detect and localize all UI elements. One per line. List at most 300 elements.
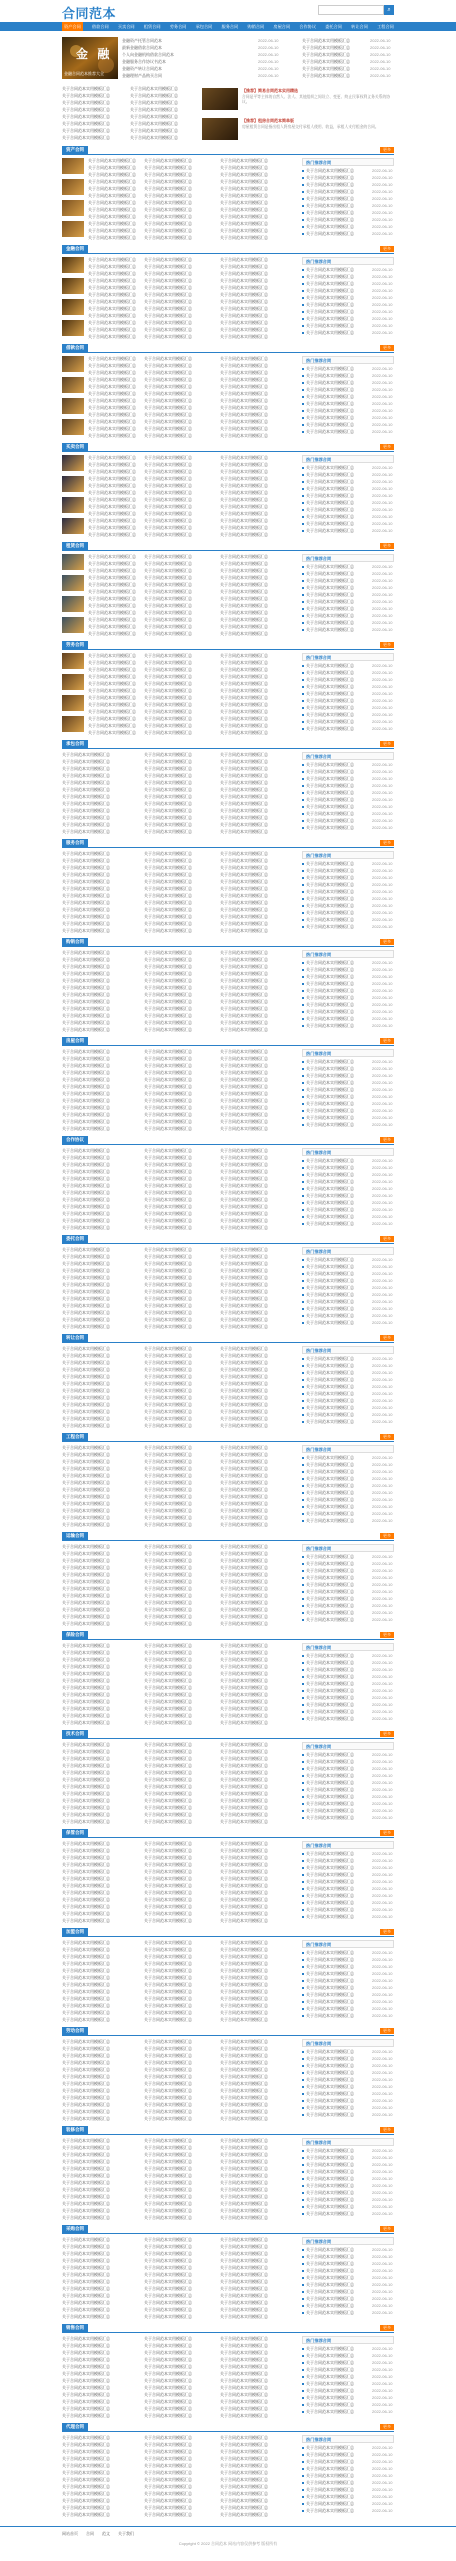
side-item[interactable]: 关于合同范本实用模板汇总 [302,2006,362,2012]
list-item[interactable]: 关于合同范本实用模板汇总 [220,1275,268,1280]
side-item[interactable]: 关于合同范本实用模板汇总 [302,1674,362,1680]
list-item[interactable]: 关于合同范本实用模板汇总 [88,214,136,219]
list-item[interactable]: 关于合同范本实用模板汇总 [144,2456,192,2461]
list-item[interactable]: 关于合同范本实用模板汇总 [62,2498,110,2503]
side-item[interactable]: 关于合同范本实用模板汇总 [302,1115,362,1121]
list-item[interactable]: 关于合同范本实用模板汇总 [62,1247,110,1252]
list-item[interactable]: 关于合同范本实用模板汇总 [144,1784,192,1789]
list-item[interactable]: 关于合同范本实用模板汇总 [88,228,136,233]
side-item[interactable]: 关于合同范本实用模板汇总 [302,1787,362,1793]
list-item[interactable]: 关于合同范本实用模板汇总 [220,2067,268,2072]
list-item[interactable]: 关于合同范本实用模板汇总 [130,100,178,105]
list-item[interactable]: 关于合同范本实用模板汇总 [88,624,136,629]
list-item[interactable]: 关于合同范本实用模板汇总 [220,1204,268,1209]
article-thumb[interactable] [62,356,84,372]
list-item[interactable]: 关于合同范本实用模板汇总 [62,971,110,976]
list-item[interactable]: 关于合同范本实用模板汇总 [62,801,110,806]
list-item[interactable]: 关于合同范本实用模板汇总 [62,2017,110,2022]
list-item[interactable]: 关于合同范本实用模板汇总 [62,1303,110,1308]
list-item[interactable]: 关于合同范本实用模板汇总 [220,1940,268,1945]
list-item[interactable]: 关于合同范本实用模板汇总 [144,865,192,870]
list-item[interactable]: 关于合同范本实用模板汇总 [144,2095,192,2100]
list-item[interactable]: 关于合同范本实用模板汇总 [88,207,136,212]
list-item[interactable]: 关于合同范本实用模板汇总 [220,2244,268,2249]
list-item[interactable]: 关于合同范本实用模板汇总 [144,313,192,318]
more-button[interactable]: 更多 [380,246,394,252]
list-item[interactable]: 关于合同范本实用模板汇总 [62,2293,110,2298]
list-item[interactable]: 关于合同范本实用模板汇总 [220,1720,268,1725]
list-item[interactable]: 关于合同范本实用模板汇总 [88,264,136,269]
list-item[interactable]: 关于合同范本实用模板汇总 [88,525,136,530]
list-item[interactable]: 关于合同范本实用模板汇总 [62,1487,110,1492]
list-item[interactable]: 关于合同范本实用模板汇总 [220,1169,268,1174]
side-item[interactable]: 关于合同范本实用模板汇总 [302,528,362,534]
list-item[interactable]: 关于合同范本实用模板汇总 [220,2215,268,2220]
list-item[interactable]: 关于合同范本实用模板汇总 [144,2116,192,2121]
list-item[interactable]: 关于合同范本实用模板汇总 [144,278,192,283]
side-item[interactable]: 关于合同范本实用模板汇总 [302,323,362,329]
list-item[interactable]: 关于合同范本实用模板汇总 [144,1848,192,1853]
list-item[interactable]: 关于合同范本实用模板汇总 [220,511,268,516]
list-item[interactable]: 关于合同范本实用模板汇总 [144,2166,192,2171]
list-item[interactable]: 关于合同范本实用模板汇总 [220,999,268,1004]
list-item[interactable]: 关于合同范本实用模板汇总 [62,2173,110,2178]
list-item[interactable]: 关于合同范本实用模板汇总 [144,1367,192,1372]
list-item[interactable]: 关于合同范本实用模板汇总 [144,1324,192,1329]
list-item[interactable]: 关于合同范本实用模板汇总 [144,1473,192,1478]
nav-item[interactable]: 服务合同 [221,24,239,29]
list-item[interactable]: 关于合同范本实用模板汇总 [144,631,192,636]
list-item[interactable]: 关于合同范本实用模板汇总 [62,759,110,764]
list-item[interactable]: 关于合同范本实用模板汇总 [220,2074,268,2079]
list-item[interactable]: 关于合同范本实用模板汇总 [62,1261,110,1266]
list-item[interactable]: 关于合同范本实用模板汇总 [220,1176,268,1181]
side-item[interactable]: 关于合同范本实用模板汇总 [302,776,362,782]
list-item[interactable]: 关于合同范本实用模板汇总 [62,2456,110,2461]
list-item[interactable]: 关于合同范本实用模板汇总 [220,469,268,474]
list-item[interactable]: 关于合同范本实用模板汇总 [144,1869,192,1874]
more-button[interactable]: 更多 [380,147,394,153]
list-item[interactable]: 关于合同范本实用模板汇总 [220,1607,268,1612]
list-item[interactable]: 关于合同范本实用模板汇总 [62,1791,110,1796]
side-item[interactable]: 关于合同范本实用模板汇总 [302,1158,362,1164]
list-item[interactable]: 关于合同范本实用模板汇总 [62,1692,110,1697]
section-tab[interactable]: 承包合同 [62,740,88,748]
list-item[interactable]: 关于合同范本实用模板汇总 [62,1643,110,1648]
list-item[interactable]: 关于合同范本实用模板汇总 [144,2307,192,2312]
list-item[interactable]: 关于合同范本实用模板汇总 [62,815,110,820]
list-item[interactable]: 关于合同范本实用模板汇总 [220,851,268,856]
side-item[interactable]: 关于合同范本实用模板汇总 [302,825,362,831]
side-item[interactable]: 关于合同范本实用模板汇总 [302,429,362,435]
list-item[interactable]: 关于合同范本实用模板汇总 [144,1763,192,1768]
side-item[interactable]: 关于合同范本实用模板汇总 [302,2282,362,2288]
list-item[interactable]: 关于合同范本实用模板汇总 [220,1501,268,1506]
side-item[interactable]: 关于合同范本实用模板汇总 [302,1971,362,1977]
side-item[interactable]: 关于合同范本实用模板汇总 [302,627,362,633]
list-item[interactable]: 关于合同范本实用模板汇总 [144,624,192,629]
list-item[interactable]: 关于合同范本实用模板汇总 [144,589,192,594]
list-item[interactable]: 关于合同范本实用模板汇总 [144,2081,192,2086]
side-item[interactable]: 关于合同范本实用模板汇总 [302,1794,362,1800]
list-item[interactable]: 关于合同范本实用模板汇总 [144,2053,192,2058]
list-item[interactable]: 关于合同范本实用模板汇总 [220,532,268,537]
list-item[interactable]: 关于合同范本实用模板汇总 [144,1756,192,1761]
side-item[interactable]: 关于合同范本实用模板汇总 [302,486,362,492]
list-item[interactable]: 关于合同范本实用模板汇总 [88,532,136,537]
section-tab[interactable]: 购销合同 [62,938,88,946]
list-item[interactable]: 关于合同范本实用模板汇总 [144,2498,192,2503]
footer-link[interactable]: 关于我们 [118,2531,134,2536]
list-item[interactable]: 关于合同范本实用模板汇总 [88,292,136,297]
list-item[interactable]: 关于合同范本实用模板汇总 [220,1770,268,1775]
list-item[interactable]: 关于合同范本实用模板汇总 [144,433,192,438]
side-item[interactable]: 关于合同范本实用模板汇总 [302,521,362,527]
list-item[interactable]: 关于合同范本实用模板汇总 [62,879,110,884]
more-button[interactable]: 更多 [380,1929,394,1935]
list-item[interactable]: 关于合同范本实用模板汇总 [144,1579,192,1584]
side-item[interactable]: 关于合同范本实用模板汇总 [302,2296,362,2302]
list-item[interactable]: 关于合同范本实用模板汇总 [144,1961,192,1966]
list-item[interactable]: 关于合同范本实用模板汇总 [144,1254,192,1259]
list-item[interactable]: 关于合同范本实用模板汇总 [62,1968,110,1973]
list-item[interactable]: 关于合同范本实用模板汇总 [62,1211,110,1216]
list-item[interactable]: 关于合同范本实用模板汇总 [220,2138,268,2143]
list-item[interactable]: 关于合同范本实用模板汇总 [220,2053,268,2058]
side-item[interactable]: 关于合同范本实用模板汇总 [302,267,362,273]
side-item[interactable]: 关于合同范本实用模板汇总 [302,1257,362,1263]
list-item[interactable]: 关于合同范本实用模板汇总 [62,86,110,91]
list-item[interactable]: 关于合同范本实用模板汇总 [144,1586,192,1591]
list-item[interactable]: 关于合同范本实用模板汇总 [88,511,136,516]
list-item[interactable]: 关于合同范本实用模板汇总 [62,1162,110,1167]
list-item[interactable]: 关于合同范本实用模板汇总 [62,886,110,891]
list-item[interactable]: 关于合同范本实用模板汇总 [220,2180,268,2185]
list-item[interactable]: 关于合同范本实用模板汇总 [220,1459,268,1464]
list-item[interactable]: 关于合同范本实用模板汇总 [220,299,268,304]
side-item[interactable]: 关于合同范本实用模板汇总 [302,684,362,690]
section-tab[interactable]: 借款合同 [62,344,88,352]
side-item[interactable]: 关于合同范本实用模板汇总 [302,698,362,704]
list-item[interactable]: 关于合同范本实用模板汇总 [144,1402,192,1407]
list-item[interactable]: 关于合同范本实用模板汇总 [220,1402,268,1407]
list-item[interactable]: 关于合同范本实用模板汇总 [88,695,136,700]
list-item[interactable]: 关于合同范本实用模板汇总 [144,2102,192,2107]
list-item[interactable]: 关于合同范本实用模板汇总 [88,561,136,566]
list-item[interactable]: 关于合同范本实用模板汇总 [62,1862,110,1867]
side-item[interactable]: 关于合同范本实用模板汇总 [302,274,362,280]
list-item[interactable]: 关于合同范本实用模板汇总 [62,1254,110,1259]
list-item[interactable]: 关于合同范本实用模板汇总 [220,2449,268,2454]
side-item[interactable]: 关于合同范本实用模板汇总 [302,1377,362,1383]
list-item[interactable]: 关于合同范本实用模板汇总 [220,1261,268,1266]
list-item[interactable]: 关于合同范本实用模板汇总 [144,257,192,262]
list-item[interactable]: 关于合同范本实用模板汇总 [220,1869,268,1874]
list-item[interactable]: 关于合同范本实用模板汇总 [220,1918,268,1923]
side-item[interactable]: 关于合同范本实用模板汇总 [302,1306,362,1312]
list-item[interactable]: 关于合同范本实用模板汇总 [144,1126,192,1131]
list-item[interactable]: 关于合同范本实用模板汇总 [220,1876,268,1881]
list-item[interactable]: 关于合同范本实用模板汇总 [62,999,110,1004]
list-item[interactable]: 关于合同范本实用模板汇总 [62,1466,110,1471]
list-item[interactable]: 关于合同范本实用模板汇总 [144,1855,192,1860]
side-item[interactable]: 关于合同范本实用模板汇总 [302,1320,362,1326]
more-button[interactable]: 更多 [380,642,394,648]
list-item[interactable]: 关于合同范本实用模板汇总 [220,2498,268,2503]
list-item[interactable]: 关于合同范本实用模板汇总 [220,2194,268,2199]
list-item[interactable]: 关于合同范本实用模板汇总 [220,433,268,438]
side-item[interactable]: 关于合同范本实用模板汇总 [302,1497,362,1503]
list-item[interactable]: 关于合同范本实用模板汇总 [220,815,268,820]
list-item[interactable]: 关于合同范本实用模板汇总 [144,214,192,219]
side-item[interactable]: 关于合同范本实用模板汇总 [302,1568,362,1574]
list-item[interactable]: 关于合同范本实用模板汇总 [144,1353,192,1358]
list-item[interactable]: 关于合同范本实用模板汇总 [62,1006,110,1011]
side-item[interactable]: 关于合同范本实用模板汇总 [302,875,362,881]
list-item[interactable]: 关于合同范本实用模板汇总 [62,1784,110,1789]
list-item[interactable]: 关于合同范本实用模板汇总 [62,2187,110,2192]
side-item[interactable]: 关于合同范本实用模板汇总 [302,995,362,1001]
list-item[interactable]: 关于合同范本实用模板汇总 [144,1749,192,1754]
side-item[interactable]: 关于合同范本实用模板汇总 [302,422,362,428]
side-item[interactable]: 关于合同范本实用模板汇总 [302,1858,362,1864]
list-item[interactable]: 关于合同范本实用模板汇总 [220,1416,268,1421]
list-item[interactable]: 关于合同范本实用模板汇总 [220,257,268,262]
side-item[interactable]: 关于合同范本实用模板汇总 [302,2494,362,2500]
side-item[interactable]: 关于合同范本实用模板汇总 [302,988,362,994]
side-item[interactable]: 关于合同范本实用模板汇总 [302,585,362,591]
list-item[interactable]: 关于合同范本实用模板汇总 [62,2477,110,2482]
list-item[interactable]: 关于合同范本实用模板汇总 [62,2095,110,2100]
list-item[interactable]: 关于合同范本实用模板汇总 [88,299,136,304]
top-list-item[interactable]: 金融资产托管合同范本 [122,38,162,43]
list-item[interactable]: 关于合同范本实用模板汇总 [220,2399,268,2404]
side-item[interactable]: 关于合同范本实用模板汇总 [302,394,362,400]
list-item[interactable]: 关于合同范本实用模板汇总 [62,1621,110,1626]
list-item[interactable]: 关于合同范本实用模板汇总 [62,1353,110,1358]
list-item[interactable]: 关于合同范本实用模板汇总 [144,886,192,891]
side-item[interactable]: 关于合同范本实用模板汇总 [302,2254,362,2260]
list-item[interactable]: 关于合同范本实用模板汇总 [62,900,110,905]
section-tab[interactable]: 劳务合同 [62,641,88,649]
list-item[interactable]: 关于合同范本实用模板汇总 [62,2265,110,2270]
list-item[interactable]: 关于合同范本实用模板汇总 [144,1049,192,1054]
list-item[interactable]: 关于合同范本实用模板汇总 [144,1317,192,1322]
side-item[interactable]: 关于合同范本实用模板汇总 [302,1165,362,1171]
list-item[interactable]: 关于合同范本实用模板汇总 [144,794,192,799]
list-item[interactable]: 关于合同范本实用模板汇总 [144,1487,192,1492]
section-tab[interactable]: 装修合同 [62,2126,88,2134]
article-thumb[interactable] [62,653,84,669]
list-item[interactable]: 关于合同范本实用模板汇总 [144,1791,192,1796]
side-item[interactable]: 关于合同范本实用模板汇总 [302,1660,362,1666]
side-item[interactable]: 关于合同范本实用模板汇总 [302,1709,362,1715]
list-item[interactable]: 关于合同范本实用模板汇总 [62,1225,110,1230]
list-item[interactable]: 关于合同范本实用模板汇总 [220,1346,268,1351]
list-item[interactable]: 关于合同范本实用模板汇总 [62,1515,110,1520]
list-item[interactable]: 关于合同范本实用模板汇总 [62,808,110,813]
list-item[interactable]: 关于合同范本实用模板汇总 [144,773,192,778]
list-item[interactable]: 关于合同范本实用模板汇总 [62,1805,110,1810]
side-item[interactable]: 关于合同范本实用模板汇总 [302,507,362,513]
more-button[interactable]: 更多 [380,1533,394,1539]
list-item[interactable]: 关于合同范本实用模板汇总 [62,2413,110,2418]
list-item[interactable]: 关于合同范本实用模板汇总 [220,285,268,290]
list-item[interactable]: 关于合同范本实用模板汇总 [144,2484,192,2489]
list-item[interactable]: 关于合同范本实用模板汇总 [144,964,192,969]
side-item[interactable]: 关于合同范本实用模板汇总 [302,1059,362,1065]
list-item[interactable]: 关于合同范本实用模板汇总 [220,2406,268,2411]
list-item[interactable]: 关于合同范本实用模板汇总 [220,1968,268,1973]
list-item[interactable]: 关于合同范本实用模板汇总 [62,1077,110,1082]
list-item[interactable]: 关于合同范本实用模板汇总 [62,2385,110,2390]
article-thumb[interactable] [62,377,84,393]
side-item[interactable]: 关于合同范本实用模板汇总 [302,472,362,478]
side-item[interactable]: 关于合同范本实用模板汇总 [302,592,362,598]
list-item[interactable]: 关于合同范本实用模板汇总 [220,2116,268,2121]
side-item[interactable]: 关于合同范本实用模板汇总 [302,670,362,676]
list-item[interactable]: 关于合同范本实用模板汇总 [144,1169,192,1174]
list-item[interactable]: 关于合同范本实用模板汇总 [62,1013,110,1018]
more-button[interactable]: 更多 [380,1434,394,1440]
list-item[interactable]: 关于合同范本实用模板汇总 [144,1261,192,1266]
side-item[interactable]: 关于合同范本实用模板汇总 [302,1462,362,1468]
list-item[interactable]: 关于合同范本实用模板汇总 [220,391,268,396]
list-item[interactable]: 关于合同范本实用模板汇总 [62,2159,110,2164]
article-thumb[interactable] [62,419,84,435]
more-button[interactable]: 更多 [380,1137,394,1143]
list-item[interactable]: 关于合同范本实用模板汇总 [88,504,136,509]
list-item[interactable]: 关于合同范本实用模板汇总 [88,257,136,262]
list-item[interactable]: 关于合同范本实用模板汇总 [220,1798,268,1803]
list-item[interactable]: 关于合同范本实用模板汇总 [144,1798,192,1803]
side-item[interactable]: 关于合同范本实用模板汇总 [302,1851,362,1857]
list-item[interactable]: 关于合同范本实用模板汇总 [62,1501,110,1506]
list-item[interactable]: 关于合同范本实用模板汇总 [62,1445,110,1450]
list-item[interactable]: 关于合同范本实用模板汇总 [62,2399,110,2404]
list-item[interactable]: 关于合同范本实用模板汇总 [144,1112,192,1117]
list-item[interactable]: 关于合同范本实用模板汇总 [220,186,268,191]
side-item[interactable]: 关于合同范本实用模板汇总 [302,182,362,188]
list-item[interactable]: 关于合同范本实用模板汇总 [144,723,192,728]
list-item[interactable]: 关于合同范本实用模板汇总 [220,1890,268,1895]
list-item[interactable]: 关于合同范本实用模板汇总 [144,398,192,403]
list-item[interactable]: 关于合同范本实用模板汇总 [62,2053,110,2058]
list-item[interactable]: 关于合同范本实用模板汇总 [88,709,136,714]
list-item[interactable]: 关于合同范本实用模板汇总 [144,483,192,488]
side-item[interactable]: 关于合同范本实用模板汇总 [302,1419,362,1425]
list-item[interactable]: 关于合同范本实用模板汇总 [62,1975,110,1980]
list-item[interactable]: 关于合同范本实用模板汇总 [62,1940,110,1945]
list-item[interactable]: 关于合同范本实用模板汇总 [88,313,136,318]
list-item[interactable]: 关于合同范本实用模板汇总 [144,2413,192,2418]
list-item[interactable]: 关于合同范本实用模板汇总 [220,681,268,686]
list-item[interactable]: 关于合同范本实用模板汇总 [220,1713,268,1718]
side-item[interactable]: 关于合同范本实用模板汇总 [302,726,362,732]
list-item[interactable]: 关于合同范本实用模板汇总 [220,1593,268,1598]
list-item[interactable]: 关于合同范本实用模板汇总 [144,766,192,771]
list-item[interactable]: 关于合同范本实用模板汇总 [144,511,192,516]
list-item[interactable]: 关于合同范本实用模板汇总 [62,1020,110,1025]
hero-banner[interactable] [62,37,118,79]
list-item[interactable]: 关于合同范本实用模板汇总 [220,575,268,580]
side-item[interactable]: 关于合同范本实用模板汇总 [302,1511,362,1517]
list-item[interactable]: 关于合同范本实用模板汇总 [88,617,136,622]
list-item[interactable]: 关于合同范本实用模板汇总 [220,582,268,587]
list-item[interactable]: 关于合同范本实用模板汇总 [220,603,268,608]
side-item[interactable]: 关于合同范本实用模板汇总 [302,2084,362,2090]
list-item[interactable]: 关于合同范本实用模板汇总 [62,1890,110,1895]
list-item[interactable]: 关于合同范本实用模板汇总 [144,1013,192,1018]
side-item[interactable]: 关于合同范本实用模板汇总 [302,967,362,973]
list-item[interactable]: 关于合同范本实用模板汇总 [220,1303,268,1308]
list-item[interactable]: 关于合同范本实用模板汇总 [220,1296,268,1301]
list-item[interactable]: 关于合同范本实用模板汇总 [220,235,268,240]
list-item[interactable]: 关于合同范本实用模板汇总 [144,1423,192,1428]
top-list-item[interactable]: 金融资产转让合同范本 [122,66,162,71]
featured-title[interactable]: 【推荐】简易合同范本实用精选 [242,88,298,93]
list-item[interactable]: 关于合同范本实用模板汇总 [220,2265,268,2270]
list-item[interactable]: 关于合同范本实用模板汇总 [220,1360,268,1365]
side-item[interactable]: 关于合同范本实用模板汇总 [302,1356,362,1362]
section-tab[interactable]: 保管合同 [62,1829,88,1837]
nav-item[interactable]: 借款合同 [91,24,109,29]
list-item[interactable]: 关于合同范本实用模板汇总 [62,1148,110,1153]
list-item[interactable]: 关于合同范本实用模板汇总 [144,2449,192,2454]
list-item[interactable]: 关于合同范本实用模板汇总 [220,1006,268,1011]
side-item[interactable]: 关于合同范本实用模板汇总 [302,231,362,237]
list-item[interactable]: 关于合同范本实用模板汇总 [220,2003,268,2008]
section-tab[interactable]: 资产合同 [62,146,88,154]
list-item[interactable]: 关于合同范本实用模板汇总 [62,964,110,969]
list-item[interactable]: 关于合同范本实用模板汇总 [88,688,136,693]
list-item[interactable]: 关于合同范本实用模板汇总 [88,419,136,424]
list-item[interactable]: 关于合同范本实用模板汇总 [220,1544,268,1549]
article-thumb[interactable] [62,158,84,174]
list-item[interactable]: 关于合同范本实用模板汇总 [220,2300,268,2305]
list-item[interactable]: 关于合同范本实用模板汇总 [62,2491,110,2496]
list-item[interactable]: 关于合同范本实用模板汇总 [220,787,268,792]
list-item[interactable]: 关于合同范本实用模板汇总 [62,2286,110,2291]
list-item[interactable]: 关于合同范本实用模板汇总 [88,483,136,488]
list-item[interactable]: 关于合同范本实用模板汇总 [220,695,268,700]
list-item[interactable]: 关于合同范本实用模板汇总 [62,1657,110,1662]
list-item[interactable]: 关于合同范本实用模板汇总 [144,1289,192,1294]
list-item[interactable]: 关于合同范本实用模板汇总 [144,299,192,304]
list-item[interactable]: 关于合同范本实用模板汇总 [220,370,268,375]
side-item[interactable]: 关于合同范本实用模板汇总 [302,1957,362,1963]
side-item[interactable]: 关于合同范本实用模板汇总 [302,1292,362,1298]
side-item[interactable]: 关于合同范本实用模板汇总 [302,1313,362,1319]
side-item[interactable]: 关于合同范本实用模板汇总 [302,1815,362,1821]
list-item[interactable]: 关于合同范本实用模板汇总 [220,2392,268,2397]
list-item[interactable]: 关于合同范本实用模板汇总 [62,2463,110,2468]
side-item[interactable]: 关于合同范本实用模板汇总 [302,373,362,379]
side-item[interactable]: 关于合同范本实用模板汇总 [302,189,362,195]
list-item[interactable]: 关于合同范本实用模板汇总 [62,2046,110,2051]
list-item[interactable]: 关于合同范本实用模板汇总 [62,794,110,799]
list-item[interactable]: 关于合同范本实用模板汇总 [62,1819,110,1824]
list-item[interactable]: 关于合同范本实用模板汇总 [220,822,268,827]
list-item[interactable]: 关于合同范本实用模板汇总 [144,490,192,495]
list-item[interactable]: 关于合同范本实用模板汇总 [220,1671,268,1676]
list-item[interactable]: 关于合同范本实用模板汇总 [62,992,110,997]
list-item[interactable]: 关于合同范本实用模板汇总 [88,433,136,438]
list-item[interactable]: 关于合同范本实用模板汇总 [144,426,192,431]
list-item[interactable]: 关于合同范本实用模板汇总 [220,1586,268,1591]
list-item[interactable]: 关于合同范本实用模板汇总 [62,100,110,105]
list-item[interactable]: 关于合同范本实用模板汇总 [62,1706,110,1711]
